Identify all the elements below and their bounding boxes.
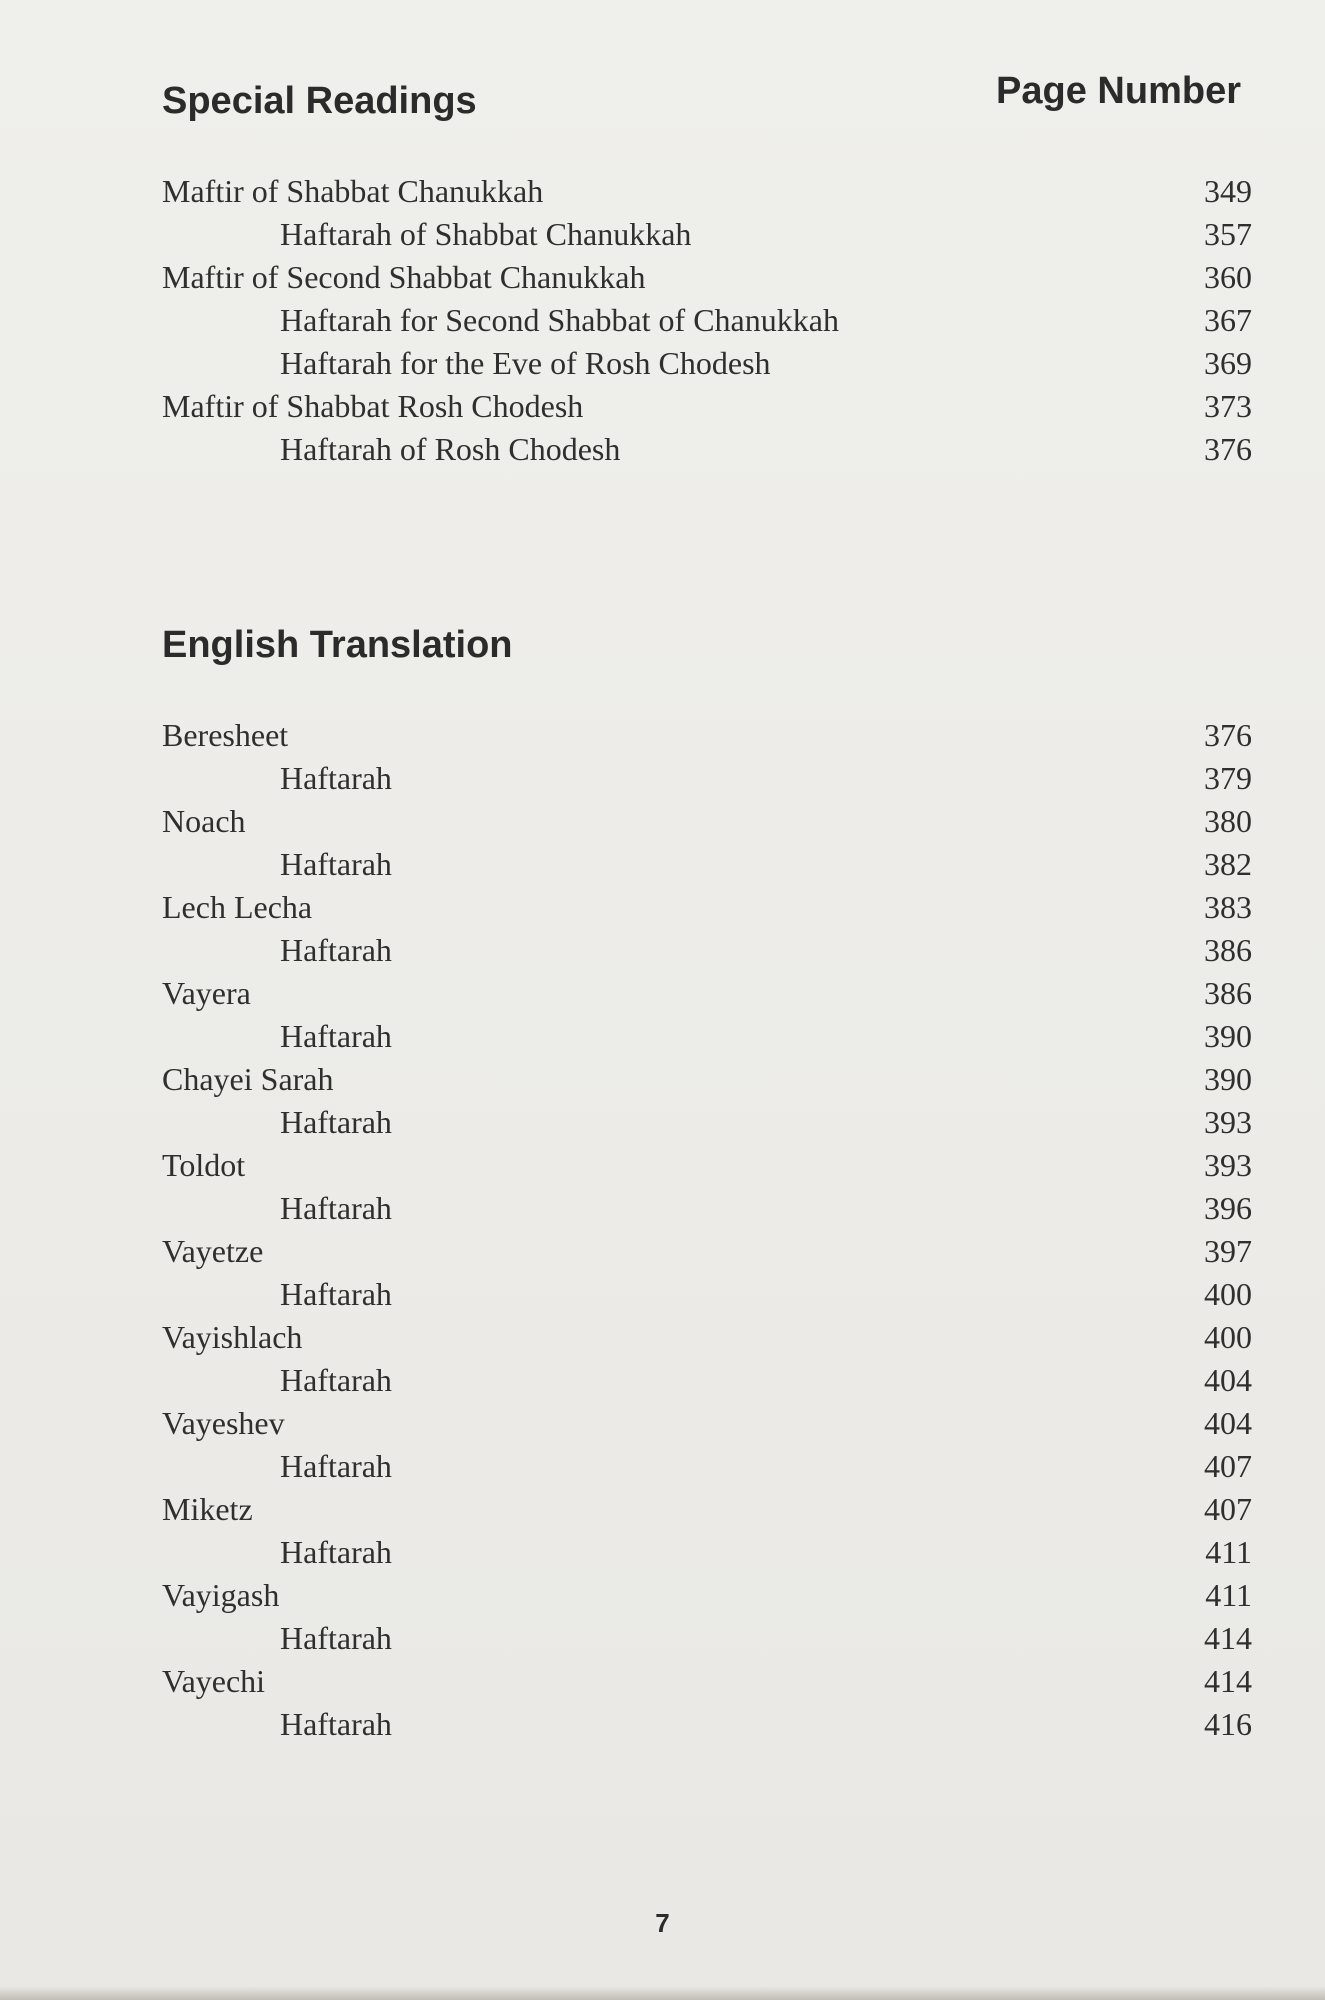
- toc-entry-page-number: 376: [1204, 717, 1252, 753]
- toc-entry: [162, 213, 1252, 256]
- toc-entry-label: Haftarah: [280, 1190, 392, 1226]
- toc-entry-page-number: 396: [1204, 1190, 1252, 1226]
- toc-entry: [162, 170, 1252, 213]
- toc-entry-page-number: 404: [1204, 1405, 1252, 1441]
- toc-entry-page-number: 380: [1204, 803, 1252, 839]
- page-number-header: Page Number: [996, 70, 1241, 112]
- toc-entry-label: Haftarah: [280, 1448, 392, 1484]
- toc-entry-page-number: 360: [1204, 259, 1252, 295]
- toc-entry-page-number: 349: [1204, 173, 1252, 209]
- toc-entry: [162, 1574, 1252, 1617]
- toc-entry: [162, 1402, 1252, 1445]
- toc-entry-page-number: 407: [1204, 1448, 1252, 1484]
- toc-entry-label: Haftarah: [280, 760, 392, 796]
- toc-entry-page-number: 383: [1204, 889, 1252, 925]
- toc-entry: [162, 1359, 1252, 1402]
- toc-entry-label: Vayeshev: [162, 1405, 285, 1441]
- section-title-english-translation: English Translation: [162, 624, 513, 666]
- toc-entry-label: Vayigash: [162, 1577, 280, 1613]
- toc-entry-label: Haftarah: [280, 846, 392, 882]
- special-readings-list: [162, 170, 1252, 471]
- toc-entry-label: Haftarah for Second Shabbat of Chanukkah: [280, 302, 839, 338]
- toc-entry: [162, 342, 1252, 385]
- toc-entry-label: Haftarah for the Eve of Rosh Chodesh: [280, 345, 771, 381]
- toc-entry-page-number: 414: [1204, 1620, 1252, 1656]
- toc-entry: [162, 1273, 1252, 1316]
- toc-entry-label: Vayera: [162, 975, 251, 1011]
- toc-entry: [162, 1617, 1252, 1660]
- toc-entry-label: Haftarah: [280, 1620, 392, 1656]
- toc-entry-page-number: 411: [1205, 1577, 1252, 1613]
- toc-entry-label: Haftarah of Rosh Chodesh: [280, 431, 621, 467]
- toc-entry: [162, 1316, 1252, 1359]
- toc-entry-label: Haftarah: [280, 1104, 392, 1140]
- toc-entry: [162, 256, 1252, 299]
- toc-entry-label: Vayetze: [162, 1233, 264, 1269]
- toc-entry-page-number: 379: [1204, 760, 1252, 796]
- toc-entry-page-number: 373: [1204, 388, 1252, 424]
- toc-entry: [162, 972, 1252, 1015]
- toc-entry-label: Chayei Sarah: [162, 1061, 334, 1097]
- toc-entry-label: Haftarah: [280, 1362, 392, 1398]
- toc-entry: [162, 886, 1252, 929]
- english-translation-list: [162, 714, 1252, 1746]
- toc-entry-page-number: 400: [1204, 1276, 1252, 1312]
- toc-entry: [162, 1144, 1252, 1187]
- toc-entry: [162, 385, 1252, 428]
- toc-entry: [162, 1703, 1252, 1746]
- page-edge-shadow: [0, 1986, 1325, 2000]
- toc-entry-page-number: 416: [1204, 1706, 1252, 1742]
- toc-entry-page-number: 400: [1204, 1319, 1252, 1355]
- toc-entry: [162, 1445, 1252, 1488]
- toc-entry-page-number: 397: [1204, 1233, 1252, 1269]
- toc-entry-page-number: 404: [1204, 1362, 1252, 1398]
- toc-entry-page-number: 386: [1204, 975, 1252, 1011]
- toc-entry-page-number: 382: [1204, 846, 1252, 882]
- toc-entry-page-number: 376: [1204, 431, 1252, 467]
- toc-entry-label: Toldot: [162, 1147, 246, 1183]
- toc-entry: [162, 800, 1252, 843]
- toc-entry-page-number: 390: [1204, 1061, 1252, 1097]
- toc-entry-label: Maftir of Second Shabbat Chanukkah: [162, 259, 646, 295]
- toc-entry: [162, 1101, 1252, 1144]
- toc-entry-label: Lech Lecha: [162, 889, 313, 925]
- toc-entry-label: Vayechi: [162, 1663, 266, 1699]
- toc-entry: [162, 757, 1252, 800]
- toc-entry-label: Vayishlach: [162, 1319, 303, 1355]
- toc-entry-page-number: 390: [1204, 1018, 1252, 1054]
- toc-entry-page-number: 367: [1204, 302, 1252, 338]
- toc-entry-label: Haftarah: [280, 932, 392, 968]
- toc-entry: [162, 1488, 1252, 1531]
- toc-entry: [162, 1058, 1252, 1101]
- toc-entry-label: Haftarah: [280, 1276, 392, 1312]
- page-folio-number: 7: [655, 1908, 670, 1938]
- toc-entry-page-number: 357: [1204, 216, 1252, 252]
- toc-entry-page-number: 393: [1204, 1104, 1252, 1140]
- toc-entry-page-number: 369: [1204, 345, 1252, 381]
- toc-entry: [162, 843, 1252, 886]
- toc-entry-label: Maftir of Shabbat Rosh Chodesh: [162, 388, 584, 424]
- toc-entry: [162, 929, 1252, 972]
- toc-entry-label: Haftarah: [280, 1706, 392, 1742]
- toc-entry: [162, 299, 1252, 342]
- toc-entry-label: Miketz: [162, 1491, 253, 1527]
- toc-entry: [162, 714, 1252, 757]
- toc-entry-page-number: 411: [1205, 1534, 1252, 1570]
- section-title-special-readings: Special Readings: [162, 80, 477, 122]
- toc-entry-page-number: 407: [1204, 1491, 1252, 1527]
- toc-entry: [162, 1230, 1252, 1273]
- toc-entry-page-number: 386: [1204, 932, 1252, 968]
- toc-entry-label: Noach: [162, 803, 246, 839]
- toc-entry: [162, 428, 1252, 471]
- toc-entry-page-number: 393: [1204, 1147, 1252, 1183]
- toc-entry-label: Haftarah of Shabbat Chanukkah: [280, 216, 692, 252]
- toc-entry-label: Haftarah: [280, 1018, 392, 1054]
- toc-entry: [162, 1531, 1252, 1574]
- toc-entry-page-number: 414: [1204, 1663, 1252, 1699]
- toc-entry: [162, 1187, 1252, 1230]
- toc-entry-label: Beresheet: [162, 717, 289, 753]
- toc-entry-label: Maftir of Shabbat Chanukkah: [162, 173, 544, 209]
- toc-entry: [162, 1660, 1252, 1703]
- toc-entry: [162, 1015, 1252, 1058]
- toc-entry-label: Haftarah: [280, 1534, 392, 1570]
